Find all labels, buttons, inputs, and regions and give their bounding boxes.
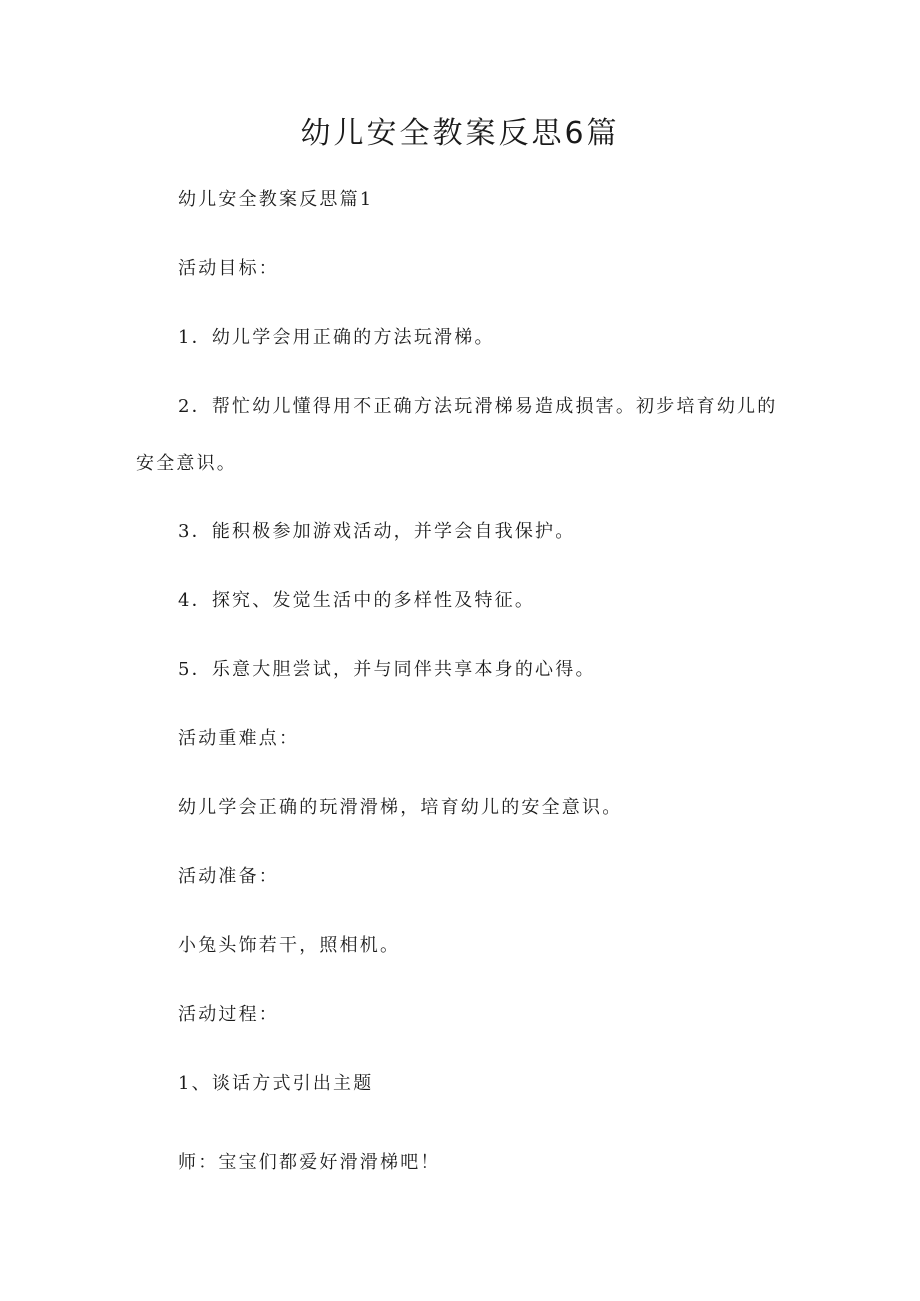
goal-item-2-line-1: 2．帮忙幼儿懂得用不正确方法玩滑梯易造成损害。初步培育幼儿的 <box>178 396 778 417</box>
teacher-line: 师：宝宝们都爱好滑滑梯吧！ <box>178 1152 441 1173</box>
key-points-text: 幼儿学会正确的玩滑滑梯，培育幼儿的安全意识。 <box>178 797 623 818</box>
prep-text: 小兔头饰若干，照相机。 <box>178 935 401 956</box>
process-step-1: 1、谈话方式引出主题 <box>178 1073 374 1094</box>
goal-item-2-line-2: 安全意识。 <box>136 453 237 474</box>
goals-heading: 活动目标： <box>178 258 279 279</box>
prep-heading: 活动准备： <box>178 866 279 887</box>
process-heading: 活动过程： <box>178 1004 279 1025</box>
document-title: 幼儿安全教案反思6篇 <box>300 116 620 151</box>
goal-item-4: 4．探究、发觉生活中的多样性及特征。 <box>178 590 536 611</box>
key-points-heading: 活动重难点： <box>178 728 300 749</box>
section-heading: 幼儿安全教案反思篇1 <box>178 189 374 210</box>
goal-item-3: 3．能积极参加游戏活动，并学会自我保护。 <box>178 521 576 542</box>
goal-item-1: 1．幼儿学会用正确的方法玩滑梯。 <box>178 327 495 348</box>
goal-item-5: 5．乐意大胆尝试，并与同伴共享本身的心得。 <box>178 659 596 680</box>
